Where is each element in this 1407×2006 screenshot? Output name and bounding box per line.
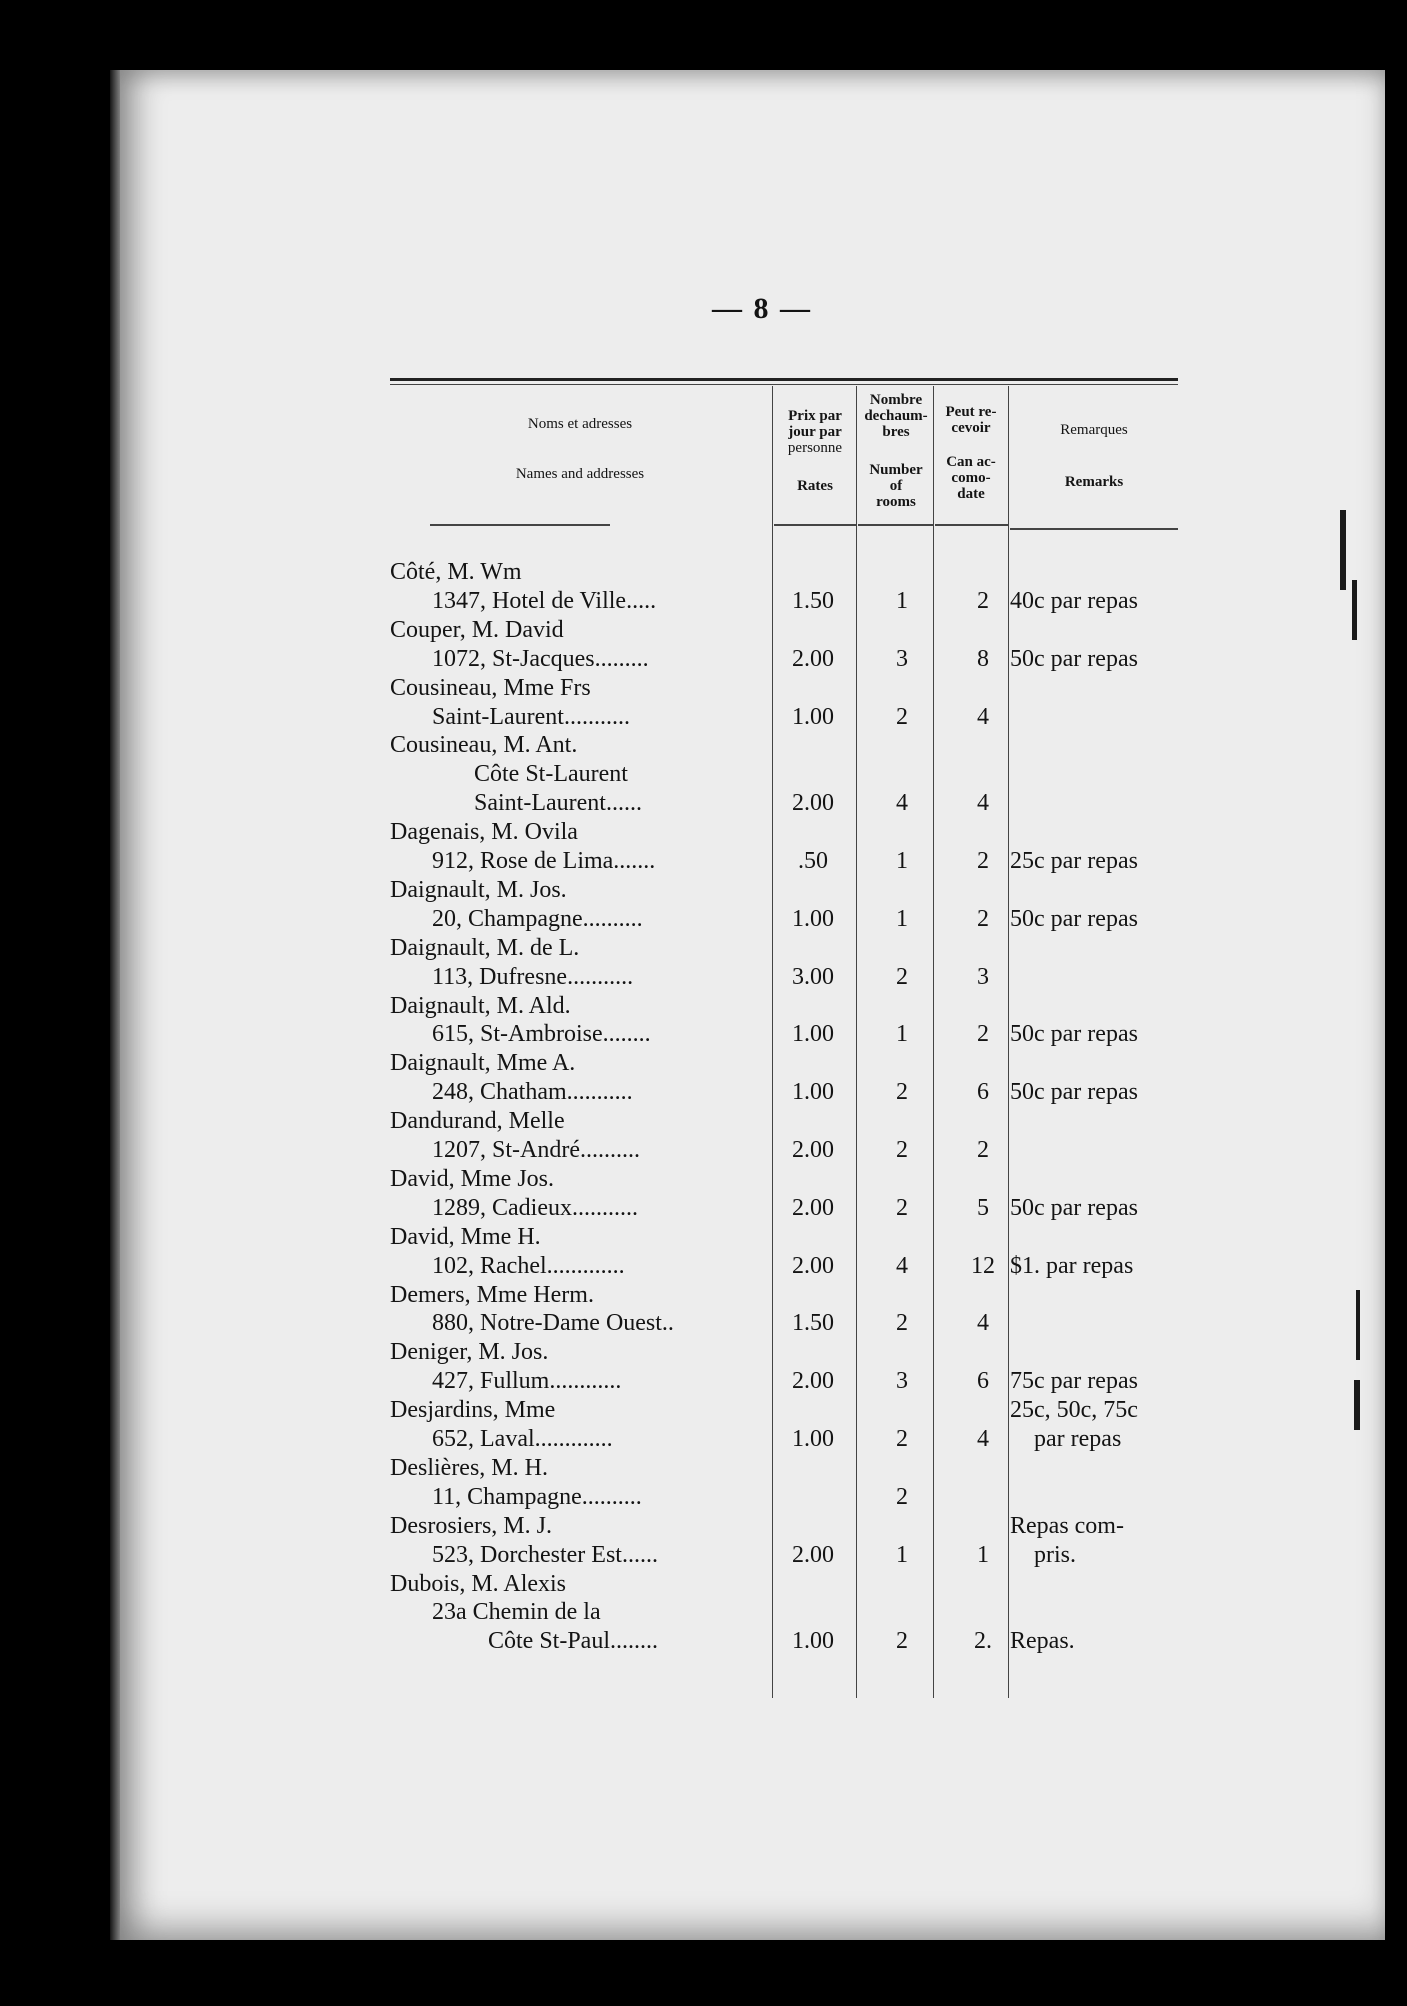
entry-rate: 1.50 bbox=[792, 1310, 834, 1337]
entry-rate: 2.00 bbox=[792, 1541, 834, 1568]
entry-address: 427, Fullum............ bbox=[432, 1368, 622, 1395]
entry-address: Côte St-Paul........ bbox=[488, 1628, 659, 1655]
entry-rate: 2.00 bbox=[792, 645, 834, 672]
entry-capacity: 2 bbox=[977, 848, 989, 874]
table-row bbox=[0, 1107, 1407, 1135]
entry-capacity: 4 bbox=[977, 790, 989, 817]
entry-address: 1072, St-Jacques......... bbox=[432, 645, 649, 672]
entry-name: Daignault, M. de L. bbox=[390, 934, 580, 961]
header-remarks-en: Remarks bbox=[1064, 474, 1124, 490]
table-row bbox=[0, 1078, 1407, 1106]
entry-name: Couper, M. David bbox=[390, 616, 564, 643]
entry-remarks: 75c par repas bbox=[1010, 1368, 1138, 1395]
header-names-fr: Noms et adresses bbox=[527, 416, 633, 432]
table-row bbox=[0, 1020, 1407, 1048]
header-capacity-fr-2: cevoir bbox=[951, 420, 991, 436]
entry-name: David, Mme H. bbox=[390, 1223, 541, 1250]
table-row bbox=[0, 992, 1407, 1020]
table-top-rule bbox=[390, 378, 1178, 381]
entry-name: Daignault, M. Ald. bbox=[390, 992, 571, 1019]
entry-capacity: 6 bbox=[977, 1368, 989, 1395]
entry-remarks: pris. bbox=[1034, 1541, 1076, 1568]
entry-capacity: 2 bbox=[977, 905, 989, 932]
entry-name: Dagenais, M. Ovila bbox=[390, 819, 578, 846]
entry-rooms: 2 bbox=[896, 703, 908, 730]
table-row bbox=[0, 1425, 1407, 1453]
table-row bbox=[0, 847, 1407, 875]
header-capacity-en-1: Can ac- bbox=[946, 454, 996, 470]
entry-name: Desrosiers, M. J. bbox=[390, 1512, 552, 1539]
header-names-en: Names and addresses bbox=[515, 466, 645, 482]
entry-rate: 2.00 bbox=[792, 1252, 834, 1279]
entry-capacity: 2 bbox=[977, 1137, 989, 1163]
entry-remarks: 50c par repas bbox=[1010, 1021, 1138, 1048]
header-rooms-fr-3: bres bbox=[882, 424, 910, 440]
entry-address: 652, Laval............. bbox=[432, 1426, 613, 1452]
entry-name: Desjardins, Mme bbox=[390, 1397, 556, 1424]
header-rule-rooms bbox=[858, 524, 933, 526]
table-top-rule-thin bbox=[390, 384, 1178, 385]
entry-remarks: 40c par repas bbox=[1010, 587, 1138, 614]
table-row bbox=[0, 1598, 1407, 1626]
entry-remarks: 25c, 50c, 75c bbox=[1010, 1397, 1138, 1424]
entry-address: 113, Dufresne........... bbox=[432, 963, 634, 990]
table-row bbox=[0, 1338, 1407, 1366]
table-row bbox=[0, 616, 1407, 644]
entry-rooms: 1 bbox=[896, 848, 908, 874]
table-row bbox=[0, 1165, 1407, 1193]
entry-address: 523, Dorchester Est...... bbox=[432, 1541, 658, 1568]
entry-rooms: 2 bbox=[896, 1483, 908, 1510]
entry-name: Daignault, M. Jos. bbox=[390, 876, 567, 903]
entry-name: Deniger, M. Jos. bbox=[390, 1339, 549, 1366]
table-row bbox=[0, 1483, 1407, 1511]
table-row bbox=[0, 1309, 1407, 1337]
table-row bbox=[0, 1396, 1407, 1424]
entry-name: Cousineau, Mme Frs bbox=[390, 674, 591, 701]
entry-name: Deslières, M. H. bbox=[390, 1454, 548, 1481]
entry-rate: 2.00 bbox=[792, 790, 834, 817]
header-rule-rates bbox=[774, 524, 856, 526]
table-row bbox=[0, 905, 1407, 933]
entry-name: Dubois, M. Alexis bbox=[390, 1570, 567, 1597]
table-row bbox=[0, 674, 1407, 702]
header-remarks-fr: Remarques bbox=[1060, 422, 1128, 438]
entry-rooms: 2 bbox=[896, 1194, 908, 1221]
entry-name: Demers, Mme Herm. bbox=[390, 1281, 594, 1308]
entry-rooms: 2 bbox=[896, 1426, 908, 1452]
margin-mark bbox=[1352, 580, 1357, 640]
entry-rooms: 2 bbox=[896, 963, 908, 990]
header-rate-fr-1: Prix par bbox=[788, 408, 842, 424]
table-row bbox=[0, 760, 1407, 788]
entry-address: Saint-Laurent...... bbox=[474, 790, 642, 817]
entry-address: 1347, Hotel de Ville..... bbox=[432, 587, 657, 614]
table-row bbox=[0, 558, 1407, 586]
header-rule-capacity bbox=[935, 524, 1008, 526]
entry-rooms: 3 bbox=[896, 645, 908, 672]
entry-remarks: 25c par repas bbox=[1010, 848, 1138, 874]
table-row bbox=[0, 1454, 1407, 1482]
table-row bbox=[0, 1252, 1407, 1280]
entry-address: Côte St-Laurent bbox=[474, 761, 628, 788]
entry-rooms: 1 bbox=[896, 905, 908, 932]
entry-address: 11, Champagne.......... bbox=[432, 1483, 642, 1510]
entry-capacity: 2. bbox=[974, 1628, 992, 1655]
entry-remarks: 50c par repas bbox=[1010, 1194, 1138, 1221]
header-rooms-fr-1: Nombre bbox=[869, 392, 923, 408]
entry-address: 1207, St-André.......... bbox=[432, 1137, 640, 1163]
entry-name: Cousineau, M. Ant. bbox=[390, 732, 578, 759]
entry-rooms: 1 bbox=[896, 1021, 908, 1048]
header-capacity-en-3: date bbox=[957, 486, 985, 502]
entry-rate: .50 bbox=[798, 848, 828, 874]
header-rooms-fr-2: dechaum- bbox=[864, 408, 928, 424]
table-row bbox=[0, 1541, 1407, 1569]
header-rate-fr-2: jour par bbox=[788, 424, 842, 440]
table-row bbox=[0, 1367, 1407, 1395]
table-row bbox=[0, 934, 1407, 962]
entry-rooms: 1 bbox=[896, 1541, 908, 1568]
entry-rooms: 2 bbox=[896, 1137, 908, 1163]
table-row bbox=[0, 587, 1407, 615]
entry-rate: 1.00 bbox=[792, 1021, 834, 1048]
entry-rooms: 4 bbox=[896, 790, 908, 817]
header-rooms-en-1: Number bbox=[869, 462, 923, 478]
margin-mark bbox=[1354, 1380, 1360, 1430]
table-row bbox=[0, 876, 1407, 904]
entry-rooms: 2 bbox=[896, 1310, 908, 1337]
table-row bbox=[0, 1136, 1407, 1164]
entry-capacity: 2 bbox=[977, 587, 989, 614]
entry-capacity: 8 bbox=[977, 645, 989, 672]
entry-rate: 1.50 bbox=[792, 587, 834, 614]
entry-name: Côté, M. Wm bbox=[390, 559, 522, 585]
entry-rooms: 1 bbox=[896, 587, 908, 614]
entry-remarks: Repas. bbox=[1010, 1628, 1075, 1655]
entry-rate: 2.00 bbox=[792, 1194, 834, 1221]
table-row bbox=[0, 1194, 1407, 1222]
entry-capacity: 3 bbox=[977, 963, 989, 990]
table-row bbox=[0, 1281, 1407, 1309]
entry-rate: 3.00 bbox=[792, 963, 834, 990]
entry-rate: 1.00 bbox=[792, 703, 834, 730]
table-row bbox=[0, 645, 1407, 673]
entry-remarks: 50c par repas bbox=[1010, 1079, 1138, 1106]
entry-name: Dandurand, Melle bbox=[390, 1108, 565, 1135]
header-rooms-en-2: of bbox=[889, 478, 903, 494]
entry-remarks: Repas com- bbox=[1010, 1512, 1124, 1539]
entry-capacity: 4 bbox=[977, 1426, 989, 1452]
header-rooms-en-3: rooms bbox=[876, 494, 916, 510]
entry-rooms: 2 bbox=[896, 1079, 908, 1106]
table-row bbox=[0, 789, 1407, 817]
entry-rooms: 2 bbox=[896, 1628, 908, 1655]
entry-rooms: 4 bbox=[896, 1252, 908, 1279]
entry-address: 880, Notre-Dame Ouest.. bbox=[432, 1310, 674, 1337]
entry-rate: 2.00 bbox=[792, 1137, 834, 1163]
entry-address: 912, Rose de Lima....... bbox=[432, 848, 656, 874]
entry-address: 102, Rachel............. bbox=[432, 1252, 625, 1279]
entry-address: 20, Champagne.......... bbox=[432, 905, 643, 932]
entry-capacity: 5 bbox=[977, 1194, 989, 1221]
header-rate-en: Rates bbox=[797, 478, 833, 494]
header-rule-names bbox=[430, 524, 610, 526]
table-row bbox=[0, 731, 1407, 759]
entry-capacity: 1 bbox=[977, 1541, 989, 1568]
entry-rate: 1.00 bbox=[792, 905, 834, 932]
entry-capacity: 4 bbox=[977, 1310, 989, 1337]
entry-name: David, Mme Jos. bbox=[390, 1165, 554, 1192]
table-row bbox=[0, 1570, 1407, 1598]
table-row bbox=[0, 1223, 1407, 1251]
entry-name: Daignault, Mme A. bbox=[390, 1050, 576, 1077]
entry-rate: 1.00 bbox=[792, 1426, 834, 1452]
table-row bbox=[0, 963, 1407, 991]
header-capacity-fr-1: Peut re- bbox=[945, 404, 997, 420]
entry-rate: 2.00 bbox=[792, 1368, 834, 1395]
entry-capacity: 6 bbox=[977, 1079, 989, 1106]
entry-remarks: 50c par repas bbox=[1010, 645, 1138, 672]
header-rate-fr-3: personne bbox=[787, 440, 843, 456]
entry-address: 23a Chemin de la bbox=[432, 1599, 601, 1626]
table-row bbox=[0, 1512, 1407, 1540]
entry-rate: 1.00 bbox=[792, 1079, 834, 1106]
entry-capacity: 12 bbox=[971, 1252, 995, 1279]
entry-capacity: 4 bbox=[977, 703, 989, 730]
entry-address: 615, St-Ambroise........ bbox=[432, 1021, 651, 1048]
table-row bbox=[0, 703, 1407, 731]
margin-mark bbox=[1356, 1290, 1360, 1360]
entry-capacity: 2 bbox=[977, 1021, 989, 1048]
header-capacity-en-2: como- bbox=[951, 470, 991, 486]
entry-address: 1289, Cadieux........... bbox=[432, 1194, 638, 1221]
header-rule-remarks bbox=[1010, 528, 1178, 530]
entry-address: Saint-Laurent........... bbox=[432, 703, 630, 730]
table-row bbox=[0, 818, 1407, 846]
entry-rooms: 3 bbox=[896, 1368, 908, 1395]
entry-remarks: par repas bbox=[1034, 1426, 1122, 1452]
entry-remarks: $1. par repas bbox=[1010, 1252, 1134, 1279]
table-row bbox=[0, 1049, 1407, 1077]
margin-mark bbox=[1340, 510, 1346, 590]
page-number: — 8 — bbox=[712, 292, 812, 325]
table-row bbox=[0, 1627, 1407, 1655]
entry-address: 248, Chatham........... bbox=[432, 1079, 633, 1106]
entry-remarks: 50c par repas bbox=[1010, 905, 1138, 932]
entry-rate: 1.00 bbox=[792, 1628, 834, 1655]
